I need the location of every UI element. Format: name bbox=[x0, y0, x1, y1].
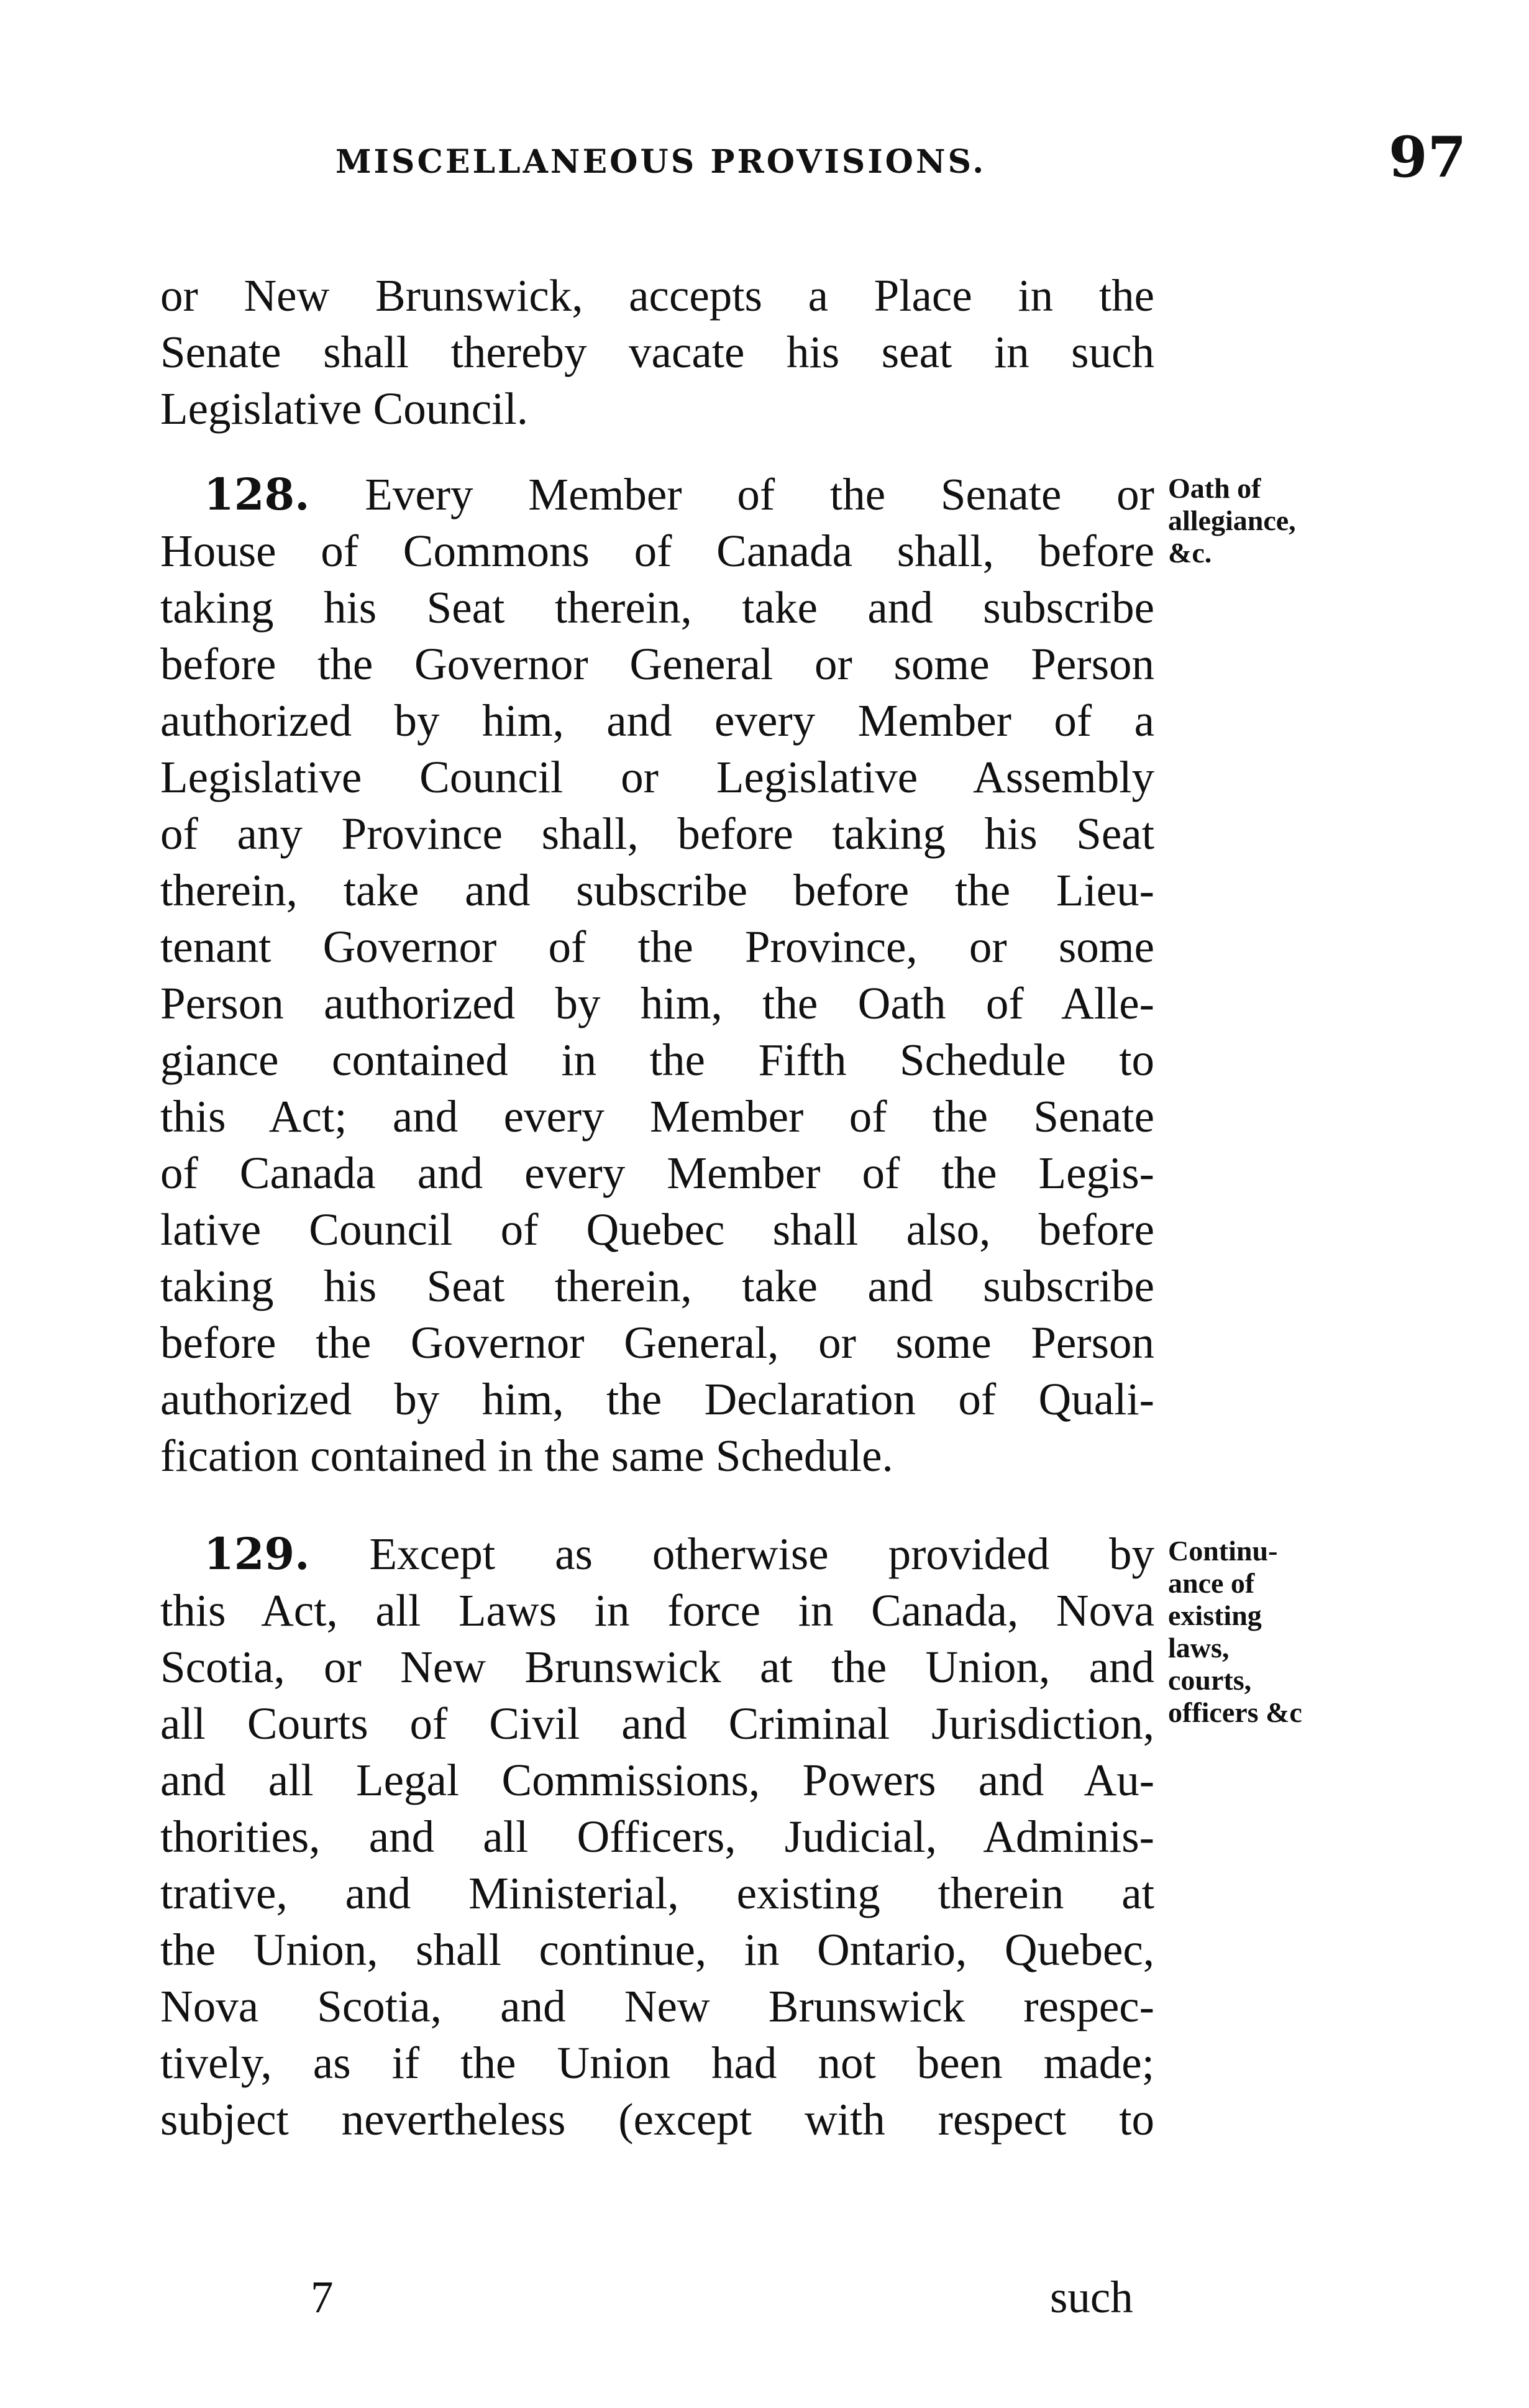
text-line: and all Legal Commissions, Powers and Au- bbox=[160, 1755, 1154, 1805]
text-line: before the Governor General, or some Person bbox=[160, 1317, 1154, 1368]
margin-note-line: laws, bbox=[1168, 1632, 1230, 1664]
running-head: MISCELLANEOUS PROVISIONS. bbox=[335, 143, 987, 181]
page-number: 97 bbox=[1389, 124, 1467, 190]
text-line: House of Commons of Canada shall, before bbox=[160, 526, 1154, 576]
text-line: tively, as if the Union had not been made; bbox=[160, 2038, 1154, 2088]
margin-note-line: Oath of bbox=[1168, 472, 1261, 504]
text-line: of Canada and every Member of the Legis- bbox=[160, 1148, 1154, 1198]
margin-note-line: existing bbox=[1168, 1600, 1262, 1631]
margin-note-line: Continu- bbox=[1168, 1535, 1278, 1567]
text-line: Legislative Council or Legislative Assembly bbox=[160, 752, 1154, 802]
section-first-line: Every Member of the Senate or bbox=[365, 469, 1154, 520]
text-line: all Courts of Civil and Criminal Jurisdiction, bbox=[160, 1698, 1154, 1749]
margin-note-128 bbox=[1168, 472, 1354, 569]
text-line: fication contained in the same Schedule. bbox=[160, 1431, 893, 1481]
text-line: taking his Seat therein, take and subscribe bbox=[160, 582, 1154, 633]
text-line: taking his Seat therein, take and subscribe bbox=[160, 1261, 1154, 1311]
margin-note-129 bbox=[1168, 1535, 1354, 1729]
signature-mark: 7 bbox=[311, 2272, 334, 2322]
text-line: tenant Governor of the Province, or some bbox=[160, 922, 1154, 972]
text-line: authorized by him, the Declaration of Quali- bbox=[160, 1374, 1154, 1424]
text-line bbox=[160, 1526, 1154, 1582]
text-line: the Union, shall continue, in Ontario, Quebec, bbox=[160, 1925, 1154, 1975]
text-line: Person authorized by him, the Oath of Alle- bbox=[160, 978, 1154, 1028]
text-line: Scotia, or New Brunswick at the Union, and bbox=[160, 1642, 1154, 1692]
margin-note-line: courts, bbox=[1168, 1664, 1252, 1696]
section-number: 128. bbox=[204, 469, 310, 520]
text-line: of any Province shall, before taking his Seat bbox=[160, 808, 1154, 859]
text-line: this Act, all Laws in force in Canada, Nova bbox=[160, 1585, 1154, 1636]
text-line: trative, and Ministerial, existing therein at bbox=[160, 1868, 1154, 1918]
margin-note-line: allegiance, bbox=[1168, 505, 1296, 536]
margin-note-line: &c. bbox=[1168, 537, 1212, 569]
section-first-line: Except as otherwise provided by bbox=[369, 1529, 1155, 1579]
text-line: Nova Scotia, and New Brunswick respec- bbox=[160, 1981, 1154, 2031]
text-line: Senate shall thereby vacate his seat in such bbox=[160, 327, 1154, 377]
section-number: 129. bbox=[204, 1528, 310, 1580]
text-line: thorities, and all Officers, Judicial, Adminis- bbox=[160, 1811, 1154, 1862]
text-line: or New Brunswick, accepts a Place in the bbox=[160, 270, 1154, 321]
text-line: lative Council of Quebec shall also, before bbox=[160, 1204, 1154, 1255]
section-128 bbox=[160, 466, 1154, 1484]
text-line: authorized by him, and every Member of a bbox=[160, 695, 1154, 746]
text-line: before the Governor General or some Person bbox=[160, 639, 1154, 689]
intro-paragraph bbox=[160, 267, 1154, 437]
catchword: such bbox=[1050, 2272, 1133, 2322]
text-line: giance contained in the Fifth Schedule to bbox=[160, 1035, 1154, 1085]
text-line: subject nevertheless (except with respect to bbox=[160, 2094, 1154, 2145]
margin-note-line: ance of bbox=[1168, 1567, 1255, 1599]
margin-note-line: officers &c bbox=[1168, 1696, 1302, 1728]
text-line: therein, take and subscribe before the Lieu- bbox=[160, 865, 1154, 915]
text-line: this Act; and every Member of the Senate bbox=[160, 1091, 1154, 1142]
text-line bbox=[160, 466, 1154, 523]
section-129 bbox=[160, 1526, 1154, 2148]
text-line: Legislative Council. bbox=[160, 383, 528, 434]
